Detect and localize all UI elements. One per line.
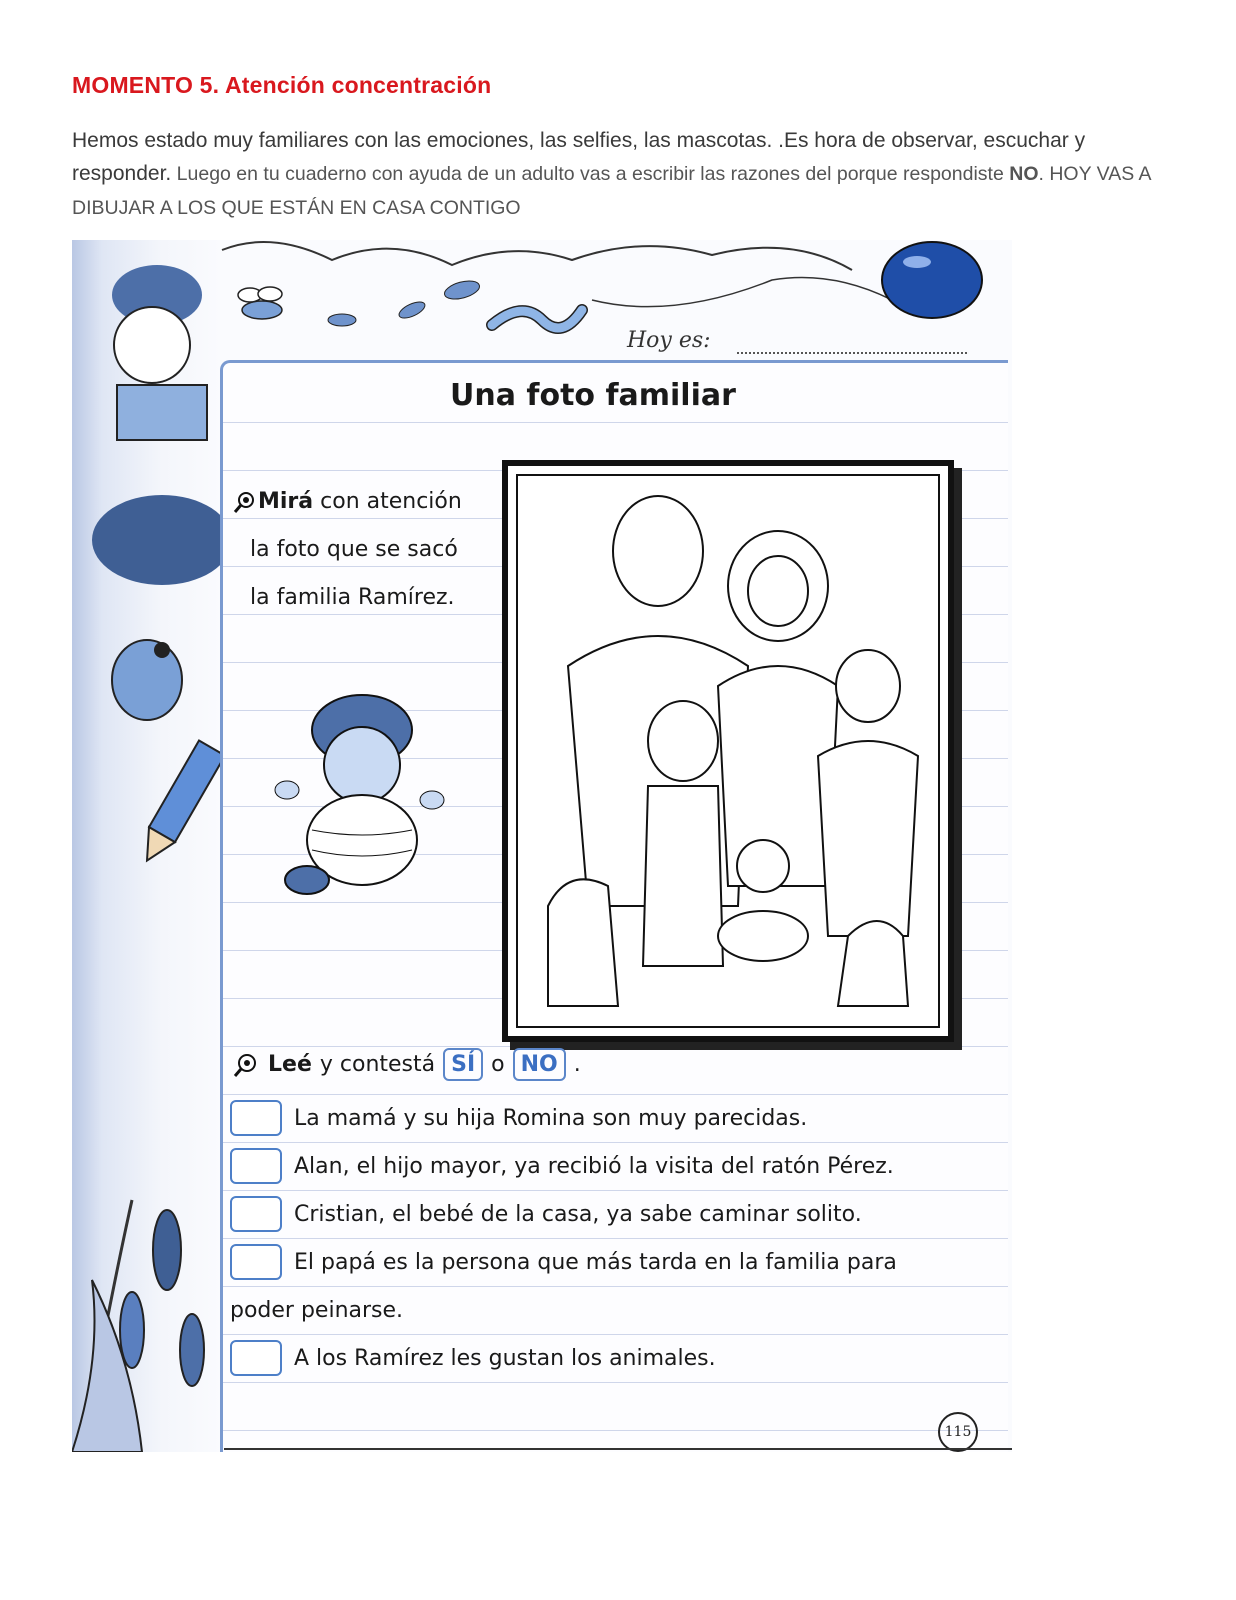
section-heading: MOMENTO 5. Atención concentración [72,72,492,98]
balloon-string-icon [592,278,892,307]
family-photo-frame [502,460,954,1042]
cloud-outline-icon [222,242,852,270]
top-decoration-band [72,240,1012,360]
leaf-icon [397,299,427,322]
magnifier-icon [232,1052,258,1078]
mira-line1: con atención [313,489,462,514]
left-decoration-strip [72,240,222,1452]
fly-icon [238,287,282,319]
girl-body-icon [643,786,723,966]
list-item [230,1334,970,1382]
dad-head-icon [613,496,703,606]
lee-instruction [232,1048,581,1081]
baby-walker-icon [718,911,808,961]
mira-instruction [232,478,502,622]
answer-checkbox[interactable] [230,1340,282,1376]
intro-paragraph [72,124,1162,225]
dog-icon [548,879,618,1006]
lee-end: . [573,1052,581,1077]
si-badge: SÍ [443,1048,483,1081]
answer-checkbox[interactable] [230,1244,282,1280]
date-label: Hoy es: [627,328,711,353]
left-illustrations [72,240,222,1452]
list-item [230,1238,970,1286]
intro-part2: Luego en tu cuaderno con ayuda de un adulto vas a escribir las razones del porque respondiste [171,163,1010,185]
question-text: Cristian, el bebé de la casa, ya sabe caminar solito. [294,1201,862,1227]
bug-character-icon [267,670,467,920]
worm-icon [492,310,582,328]
leaf-icon [443,278,482,303]
mom-face-icon [748,556,808,626]
date-line [737,352,967,354]
question-list [230,1094,970,1382]
question-text: Alan, el hijo mayor, ya recibió la visita del ratón Pérez. [294,1153,894,1179]
pencil-icon [134,741,222,869]
bird-icon [112,640,182,720]
page-number: 115 [938,1412,978,1452]
mira-bold: Mirá [258,489,314,514]
mira-line3: la familia Ramírez. [250,585,455,610]
girl-head-icon [648,701,718,781]
book-icon [117,385,207,440]
cattail-plants-icon [72,1200,204,1452]
lee-text: y contestá [319,1052,436,1077]
leaf-icon [92,495,222,585]
leaf-icon [328,314,356,326]
boy-head-icon [836,650,900,722]
lee-o: o [491,1052,505,1077]
list-item [230,1094,970,1142]
answer-checkbox[interactable] [230,1148,282,1184]
baby-head-icon [737,840,789,892]
family-drawing [508,466,948,1036]
list-item [230,1190,970,1238]
intro-part3: . HOY VAS A DIBUJAR A LOS QUE ESTÁN EN CASA CONTIGO [72,163,1151,219]
mira-line2: la foto que se sacó [250,537,458,562]
boy-body-icon [818,741,918,936]
magnifier-icon [232,490,256,514]
intro-bold-no: NO [1009,163,1039,185]
list-item [230,1142,970,1190]
question-text-cont: poder peinarse. [230,1297,404,1323]
worksheet-scan [72,240,1012,1452]
lee-bold: Leé [268,1052,312,1077]
balloon-icon [882,242,982,318]
worksheet-title: Una foto familiar [450,378,736,413]
answer-checkbox[interactable] [230,1196,282,1232]
answer-checkbox[interactable] [230,1100,282,1136]
bottom-rule [224,1448,1012,1450]
question-text: El papá es la persona que más tarda en la familia para [294,1249,897,1275]
list-item-continuation [230,1286,970,1334]
question-text: A los Ramírez les gustan los animales. [294,1345,716,1371]
no-badge: NO [513,1048,566,1081]
question-text: La mamá y su hija Romina son muy parecidas. [294,1105,808,1131]
intro-part1: Hemos estado muy familiares con las emociones, las selfies, las mascotas. .Es hora de observar, escuchar y responder. [72,129,1086,185]
